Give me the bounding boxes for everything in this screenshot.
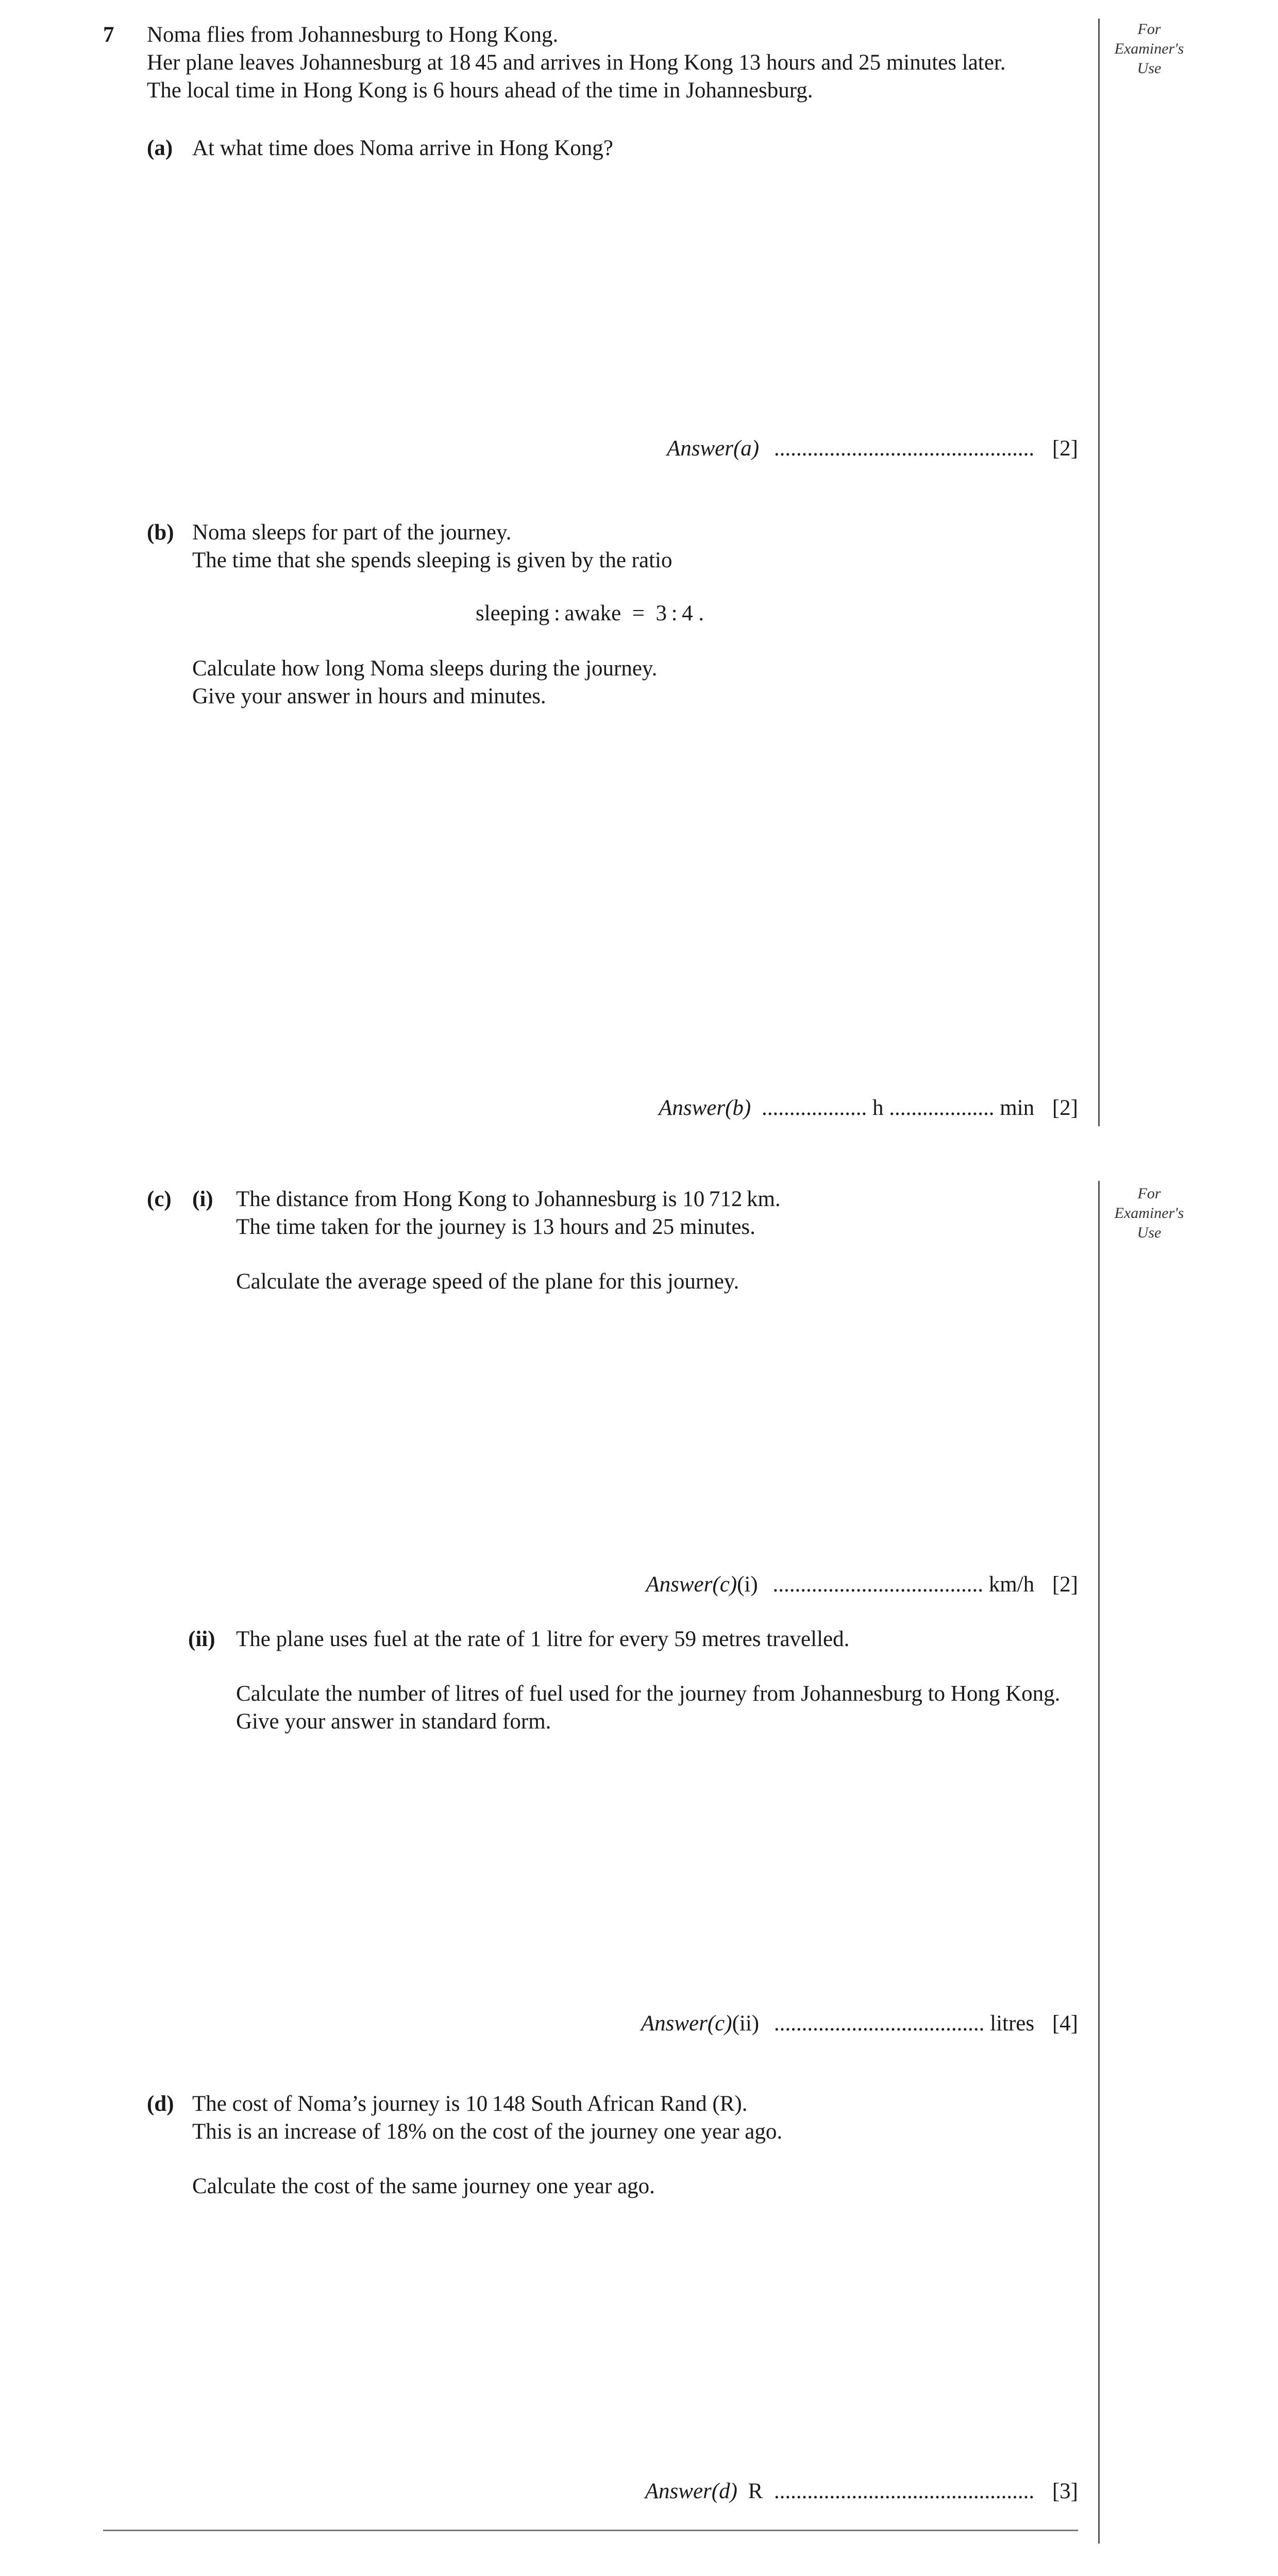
part-b-instruction-1: Calculate how long Noma sleeps during the journey. xyxy=(192,656,658,681)
part-b-line-1: Noma sleeps for part of the journey. xyxy=(192,520,512,545)
answer-c-ii-line xyxy=(641,2010,1078,2037)
answer-a-label: Answer(a) xyxy=(666,436,760,461)
part-c-ii-instruction-2: Give your answer in standard form. xyxy=(236,1709,551,1734)
answer-b-label: Answer(b) xyxy=(659,1096,751,1120)
answer-c-i-label: Answer(c) xyxy=(646,1572,737,1597)
answer-b-marks: [2] xyxy=(1052,1096,1078,1120)
answer-d-field[interactable]: R ............................................... xyxy=(748,2479,1035,2503)
part-b-label: (b) xyxy=(147,520,174,545)
intro-line-2: Her plane leaves Johannesburg at 18 45 and arrives in Hong Kong 13 hours and 25 minutes later. xyxy=(147,50,1006,75)
part-d-line-1: The cost of Noma’s journey is 10 148 South African Rand (R). xyxy=(192,2092,748,2116)
examiner-label-line: Use xyxy=(1137,60,1162,77)
answer-c-i-marks: [2] xyxy=(1052,1572,1078,1597)
examiner-label-line: Examiner's xyxy=(1114,40,1184,57)
answer-d-label: Answer(d) xyxy=(645,2479,737,2503)
examiner-label-line: For xyxy=(1137,1185,1161,1202)
answer-b-field[interactable]: ................... h ................... min xyxy=(761,1096,1035,1120)
answer-c-i-sub: (i) xyxy=(737,1572,758,1597)
page-bottom-rule xyxy=(103,2530,1078,2531)
part-c-i-line-1: The distance from Hong Kong to Johannesburg is 10 712 km. xyxy=(236,1187,781,1211)
part-a-label: (a) xyxy=(147,136,173,160)
examiner-label-line: For xyxy=(1137,21,1161,38)
examiner-label-bottom xyxy=(1103,1184,1196,1243)
question-number: 7 xyxy=(103,23,114,47)
part-d-label: (d) xyxy=(147,2092,174,2116)
part-c-label: (c) xyxy=(147,1187,172,1211)
part-c-i-label: (i) xyxy=(192,1187,213,1211)
intro-line-3: The local time in Hong Kong is 6 hours ahead of the time in Johannesburg. xyxy=(147,78,813,103)
part-d-line-2: This is an increase of 18% on the cost of the journey one year ago. xyxy=(192,2120,783,2144)
answer-c-ii-field[interactable]: ...................................... litres xyxy=(773,2011,1035,2036)
examiner-label-line: Use xyxy=(1137,1224,1162,1241)
part-c-ii-line: The plane uses fuel at the rate of 1 litre for every 59 metres travelled. xyxy=(236,1627,850,1651)
answer-c-i-line xyxy=(646,1571,1078,1598)
answer-d-marks: [3] xyxy=(1052,2479,1078,2503)
examiner-margin-line-top xyxy=(1098,19,1100,1126)
part-c-ii-label: (ii) xyxy=(188,1627,215,1651)
part-b-ratio: sleeping : awake = 3 : 4 . xyxy=(476,601,704,625)
part-d-instruction: Calculate the cost of the same journey one year ago. xyxy=(192,2174,655,2198)
part-b-instruction-2: Give your answer in hours and minutes. xyxy=(192,684,546,708)
intro-line-1: Noma flies from Johannesburg to Hong Kong. xyxy=(147,23,559,47)
answer-b-line xyxy=(659,1095,1078,1122)
answer-c-i-field[interactable]: ...................................... km/h xyxy=(772,1572,1035,1597)
answer-a-line xyxy=(667,435,1078,462)
part-c-ii-instruction-1: Calculate the number of litres of fuel used for the journey from Johannesburg to Hong Kong. xyxy=(236,1682,1061,1706)
examiner-label-top xyxy=(1103,20,1196,78)
examiner-margin-line-bottom xyxy=(1098,1181,1100,2544)
part-c-i-instruction: Calculate the average speed of the plane for this journey. xyxy=(236,1269,739,1294)
part-a-question: At what time does Noma arrive in Hong Kong? xyxy=(192,136,613,160)
answer-d-line xyxy=(645,2478,1078,2505)
answer-a-marks: [2] xyxy=(1052,436,1078,461)
answer-c-ii-sub: (ii) xyxy=(732,2011,760,2036)
part-b-line-2: The time that she spends sleeping is given by the ratio xyxy=(192,548,672,572)
examiner-label-line: Examiner's xyxy=(1114,1205,1184,1222)
answer-a-field[interactable]: ............................................... xyxy=(773,436,1035,461)
answer-c-ii-marks: [4] xyxy=(1052,2011,1078,2036)
part-c-i-line-2: The time taken for the journey is 13 hours and 25 minutes. xyxy=(236,1215,755,1239)
answer-c-ii-label: Answer(c) xyxy=(641,2011,732,2036)
